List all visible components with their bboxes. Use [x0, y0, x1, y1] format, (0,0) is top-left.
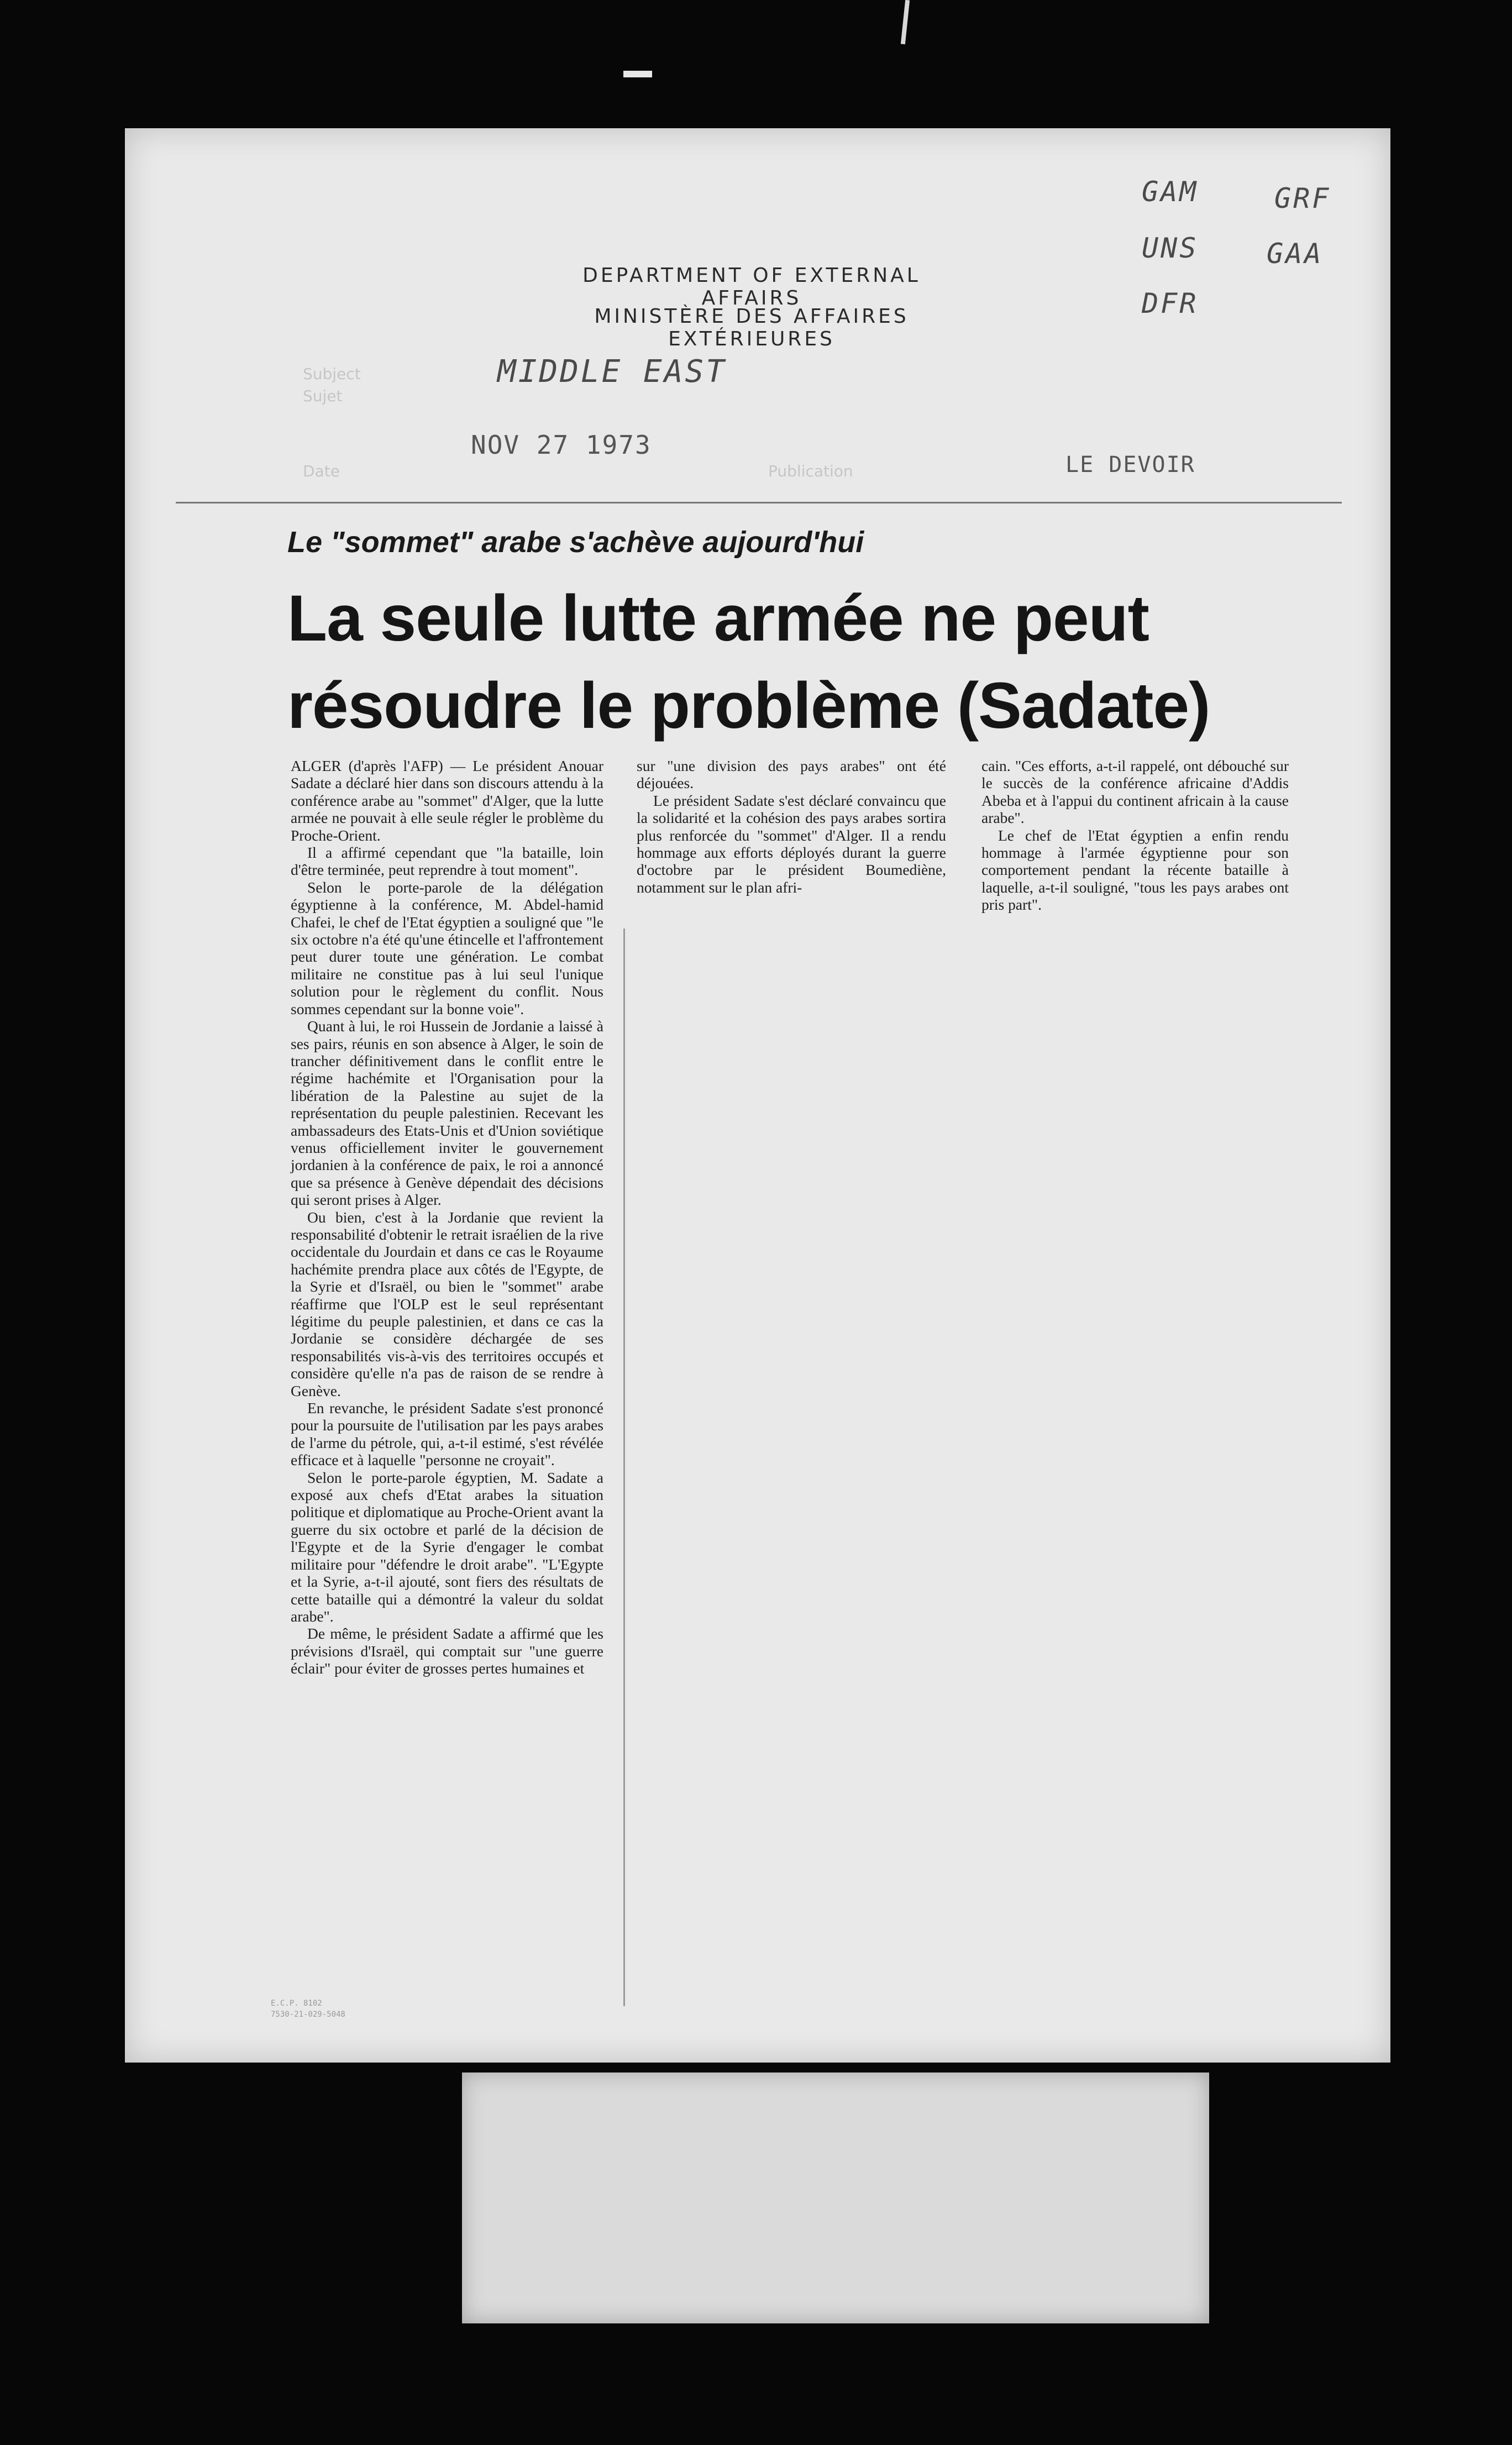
col1-paragraph: Ou bien, c'est à la Jordanie que revient la responsabilité d'obtenir le retrait israélien de la rive occidentale du Jourdain et dans ce cas le Royaume hachémite prendra place aux côtés de l'Egypte, de la Syrie et d'Israël, ou bien le "sommet" arabe réaffirme que l'OLP est le seul représentant légitime du peuple palestinien, et dans ce cas la Jordanie se considère déchargée de ses responsabilités vis-à-vis des territoires occupés et considère qu'elle n'a pas de raison de se rendre à Genève.: [291, 1208, 603, 1399]
col3-paragraph: Le chef de l'Etat égyptien a enfin rendu hommage à l'armée égyptienne pour son comportement pendant la récente bataille à laquelle, a-t-il souligné, "tous les pays arabes ont pris part".: [981, 826, 1289, 914]
stamp-date: NOV 27 1973: [471, 430, 652, 460]
col1-paragraph: Quant à lui, le roi Hussein de Jordanie a laissé à ses pairs, réunis en son absence à Alger, le soin de trancher définitivement dans le conflit entre le régime hachémite et l'Organisation pour la libération de la Palestine au sujet de la représentation du peuple palestinien. Recevant les ambassadeurs des Etats-Unis et d'Union soviétique venus officiellement inviter le gouvernement jordanien à la conférence de paix, le roi a annoncé que sa présence à Genève dépendait des décisions qui seront prises à Alger.: [291, 1017, 603, 1209]
backing-card: [462, 2073, 1209, 2323]
col1-paragraph: Il a affirmé cependant que "la bataille, loin d'être terminée, peut reprendre à tout moment".: [291, 844, 603, 879]
handwritten-note-4: GAA: [1267, 238, 1324, 270]
handwritten-note-2: GRF: [1274, 182, 1331, 214]
label-sujet: Sujet: [303, 387, 343, 405]
handwritten-note-5: DFR: [1142, 287, 1199, 319]
article-column-2: [637, 757, 946, 896]
article-kicker: Le "sommet" arabe s'achève aujourd'hui: [287, 526, 864, 559]
department-header-fr: MINISTÈRE DES AFFAIRES EXTÉRIEURES: [594, 305, 909, 350]
article-column-3: [981, 757, 1289, 914]
col1-paragraph: De même, le président Sadate a affirmé que les prévisions d'Israël, qui comptait sur "une guerre éclair" pour éviter de grosses pertes humaines et: [291, 1625, 603, 1677]
label-date: Date: [303, 462, 340, 480]
label-subject: Subject: [303, 365, 361, 383]
col3-paragraph: cain. "Ces efforts, a-t-il rappelé, ont débouché sur le succès de la conférence africaine d'Addis Abeba et à l'appui du continent africain à la cause arabe".: [981, 757, 1289, 827]
article-headline: La seule lutte armée ne peut résoudre le problème (Sadate): [287, 582, 1210, 742]
handwritten-note-3: UNS: [1142, 232, 1199, 264]
form-print-code: [271, 1998, 345, 2020]
label-publication: Publication: [768, 462, 853, 480]
form-print-line: E.C.P. 8102: [271, 1999, 322, 2008]
film-dash-mark: [623, 71, 652, 77]
department-header-en: DEPARTMENT OF EXTERNAL AFFAIRS: [582, 264, 921, 309]
col1-paragraph: ALGER (d'après l'AFP) — Le président Anouar Sadate a déclaré hier dans son discours attendu à la conférence arabe au "sommet" d'Alger, que la lutte armée ne pouvait à elle seule régler le problème du Proche-Orient.: [291, 757, 603, 844]
col1-paragraph: En revanche, le président Sadate s'est prononcé pour la poursuite de l'utilisation par les pays arabes de l'arme du pétrole, qui, a-t-il estimé, s'est révélée efficace et à laquelle "personne ne croyait".: [291, 1399, 603, 1469]
col1-paragraph: Selon le porte-parole de la délégation égyptienne à la conférence, M. Abdel-hamid Chafei, le chef de l'Etat égyptien a souligné que "le six octobre n'a été qu'une étincelle et l'affrontement peut durer toute une génération. Le combat militaire ne constitue pas à lui seul l'unique solution pour le règlement du conflit. Nous sommes cependant sur la bonne voie".: [291, 878, 603, 1017]
stamp-publication: LE DEVOIR: [1065, 452, 1195, 478]
form-print-line: 7530-21-029-5048: [271, 2010, 345, 2019]
col2-paragraph: Le président Sadate s'est déclaré convaincu que la solidarité et la cohésion des pays arabes sortira plus renforcée du "sommet" d'Alger. Il a rendu hommage aux efforts déployés durant la guerre d'octobre par le président Boumediène, notamment sur le plan afri-: [637, 791, 946, 896]
article-column-1: [291, 757, 603, 1677]
column-divider: [623, 928, 625, 2006]
col2-paragraph: sur "une division des pays arabes" ont été déjouées.: [637, 757, 946, 792]
handwritten-subject: MIDDLE EAST: [497, 354, 727, 390]
col1-paragraph: Selon le porte-parole égyptien, M. Sadate a exposé aux chefs d'Etat arabes la situation politique et diplomatique au Proche-Orient avant la guerre du six octobre et parlé de la décision de l'Egypte et de la Syrie d'engager le combat militaire pour "défendre le droit arabe". "L'Egypte et la Syrie, a-t-il ajouté, sont fiers des résultats de cette bataille qui a démontré la valeur du soldat arabe".: [291, 1468, 603, 1625]
handwritten-note-1: GAM: [1142, 176, 1199, 208]
film-scratch-mark: [901, 0, 910, 44]
header-rule: [176, 502, 1342, 503]
